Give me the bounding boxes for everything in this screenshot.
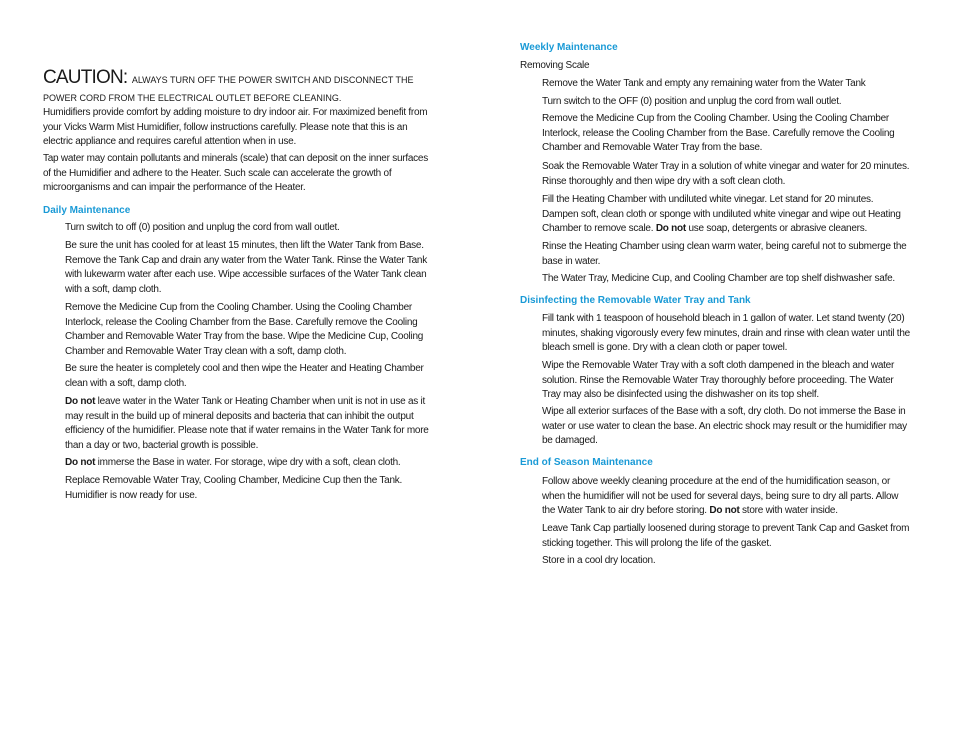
list-item: Leave Tank Cap partially loosened during storage to prevent Tank Cap and Gasket from sticking together. This will prolong the life of the gasket.	[542, 523, 910, 549]
list-item: Be sure the heater is completely cool and then wipe the Heater and Heating Chamber clean with a soft, damp cloth.	[65, 363, 424, 389]
weekly-maintenance-heading: Weekly Maintenance	[520, 42, 618, 53]
list-item: Replace Removable Water Tray, Cooling Chamber, Medicine Cup then the Tank. Humidifier is now ready for use.	[65, 475, 403, 501]
list-item: Soak the Removable Water Tray in a solution of white vinegar and water for 20 minutes. Rinse thoroughly and then wipe dry with a soft clean cloth.	[542, 161, 910, 187]
list-item: Wipe all exterior surfaces of the Base with a soft, dry cloth. Do not immerse the Base in water or use water to clean the base. An electric shock may result or the humidifier may be damaged.	[542, 406, 907, 447]
list-item: Follow above weekly cleaning procedure at the end of the humidification season, or when the humidifier will not be used for several days, being sure to dry all parts. Allow the Water Tank to air dry before storing. Do not store with water inside.	[542, 476, 899, 517]
list-item: Turn switch to off (0) position and unplug the cord from wall outlet.	[65, 222, 340, 233]
intro-paragraph: Tap water may contain pollutants and minerals (scale) that can deposit on the inner surfaces of the Humidifier and adhere to the Heater. Such scale can accelerate the growth of microorganisms and can impair the performance of the Heater.	[43, 153, 428, 194]
caution-notice	[43, 68, 435, 106]
list-item: Do not leave water in the Water Tank or Heating Chamber when unit is not in use as it may result in the build up of mineral deposits and bacteria that can inhibit the output efficiency of the humidifier. Please note that if water remains in the Water Tank for more than a day or two, bacterial growth is possible.	[65, 396, 429, 451]
list-item: The Water Tray, Medicine Cup, and Cooling Chamber are top shelf dishwasher safe.	[542, 273, 895, 284]
disinfecting-heading: Disinfecting the Removable Water Tray and Tank	[520, 295, 751, 306]
list-item: Remove the Medicine Cup from the Cooling Chamber. Using the Cooling Chamber Interlock, release the Cooling Chamber from the Base. Carefully remove the Cooling Chamber and Removable Water Tray from the base. Wipe the Medicine Cup, Cooling Chamber and Removable Water Tray clean with a soft, damp cloth.	[65, 302, 424, 357]
list-item: Remove the Medicine Cup from the Cooling Chamber. Using the Cooling Chamber Interlock, release the Cooling Chamber from the Base. Carefully remove the Cooling Chamber and Removable Water Tray from the base.	[542, 113, 895, 154]
list-item: Fill the Heating Chamber with undiluted white vinegar. Let stand for 20 minutes. Dampen soft, clean cloth or sponge with undiluted white vinegar and wipe out Heating Chamber to remove scale. Do not use soap, detergents or abrasive cleaners.	[542, 194, 901, 235]
daily-maintenance-heading: Daily Maintenance	[43, 205, 131, 216]
removing-scale-subheading: Removing Scale	[520, 60, 590, 71]
list-item: Store in a cool dry location.	[542, 555, 656, 566]
caution-text: ALWAYS TURN OFF THE POWER SWITCH AND DISCONNECT THE POWER CORD FROM THE ELECTRICAL OUTLET BEFORE CLEANING.	[43, 75, 414, 103]
intro-paragraph: Humidifiers provide comfort by adding moisture to dry indoor air. For maximized benefit from your Vicks Warm Mist Humidifier, follow instructions carefully. Please note that this is an electric appliance and requires careful attention when in use.	[43, 107, 428, 148]
caution-label: CAUTION:	[43, 67, 128, 88]
list-item: Do not immerse the Base in water. For storage, wipe dry with a soft, clean cloth.	[65, 457, 401, 468]
list-item: Fill tank with 1 teaspoon of household bleach in 1 gallon of water. Let stand twenty (20) minutes, shaking vigorously every few minutes, drain and rinse with clean water until the bleach smell is gone. Dry with a clean cloth or paper towel.	[542, 313, 910, 354]
list-item: Remove the Water Tank and empty any remaining water from the Water Tank	[542, 78, 866, 89]
list-item: Rinse the Heating Chamber using clean warm water, being careful not to submerge the base in water.	[542, 241, 907, 267]
list-item: Turn switch to the OFF (0) position and unplug the cord from wall outlet.	[542, 96, 842, 107]
list-item: Be sure the unit has cooled for at least 15 minutes, then lift the Water Tank from Base. Remove the Tank Cap and drain any water from the Water Tank. Rinse the Water Tank with lukewarm water after each use. Wipe accessible surfaces of the Water Tank clean with a soft, damp cloth.	[65, 240, 427, 295]
end-of-season-heading: End of Season Maintenance	[520, 457, 653, 468]
list-item: Wipe the Removable Water Tray with a soft cloth dampened in the bleach and water solution. Rinse the Removable Water Tray thoroughly before proceeding. The Water Tray may also be disinfected using the dishwasher on its top shelf.	[542, 360, 895, 401]
